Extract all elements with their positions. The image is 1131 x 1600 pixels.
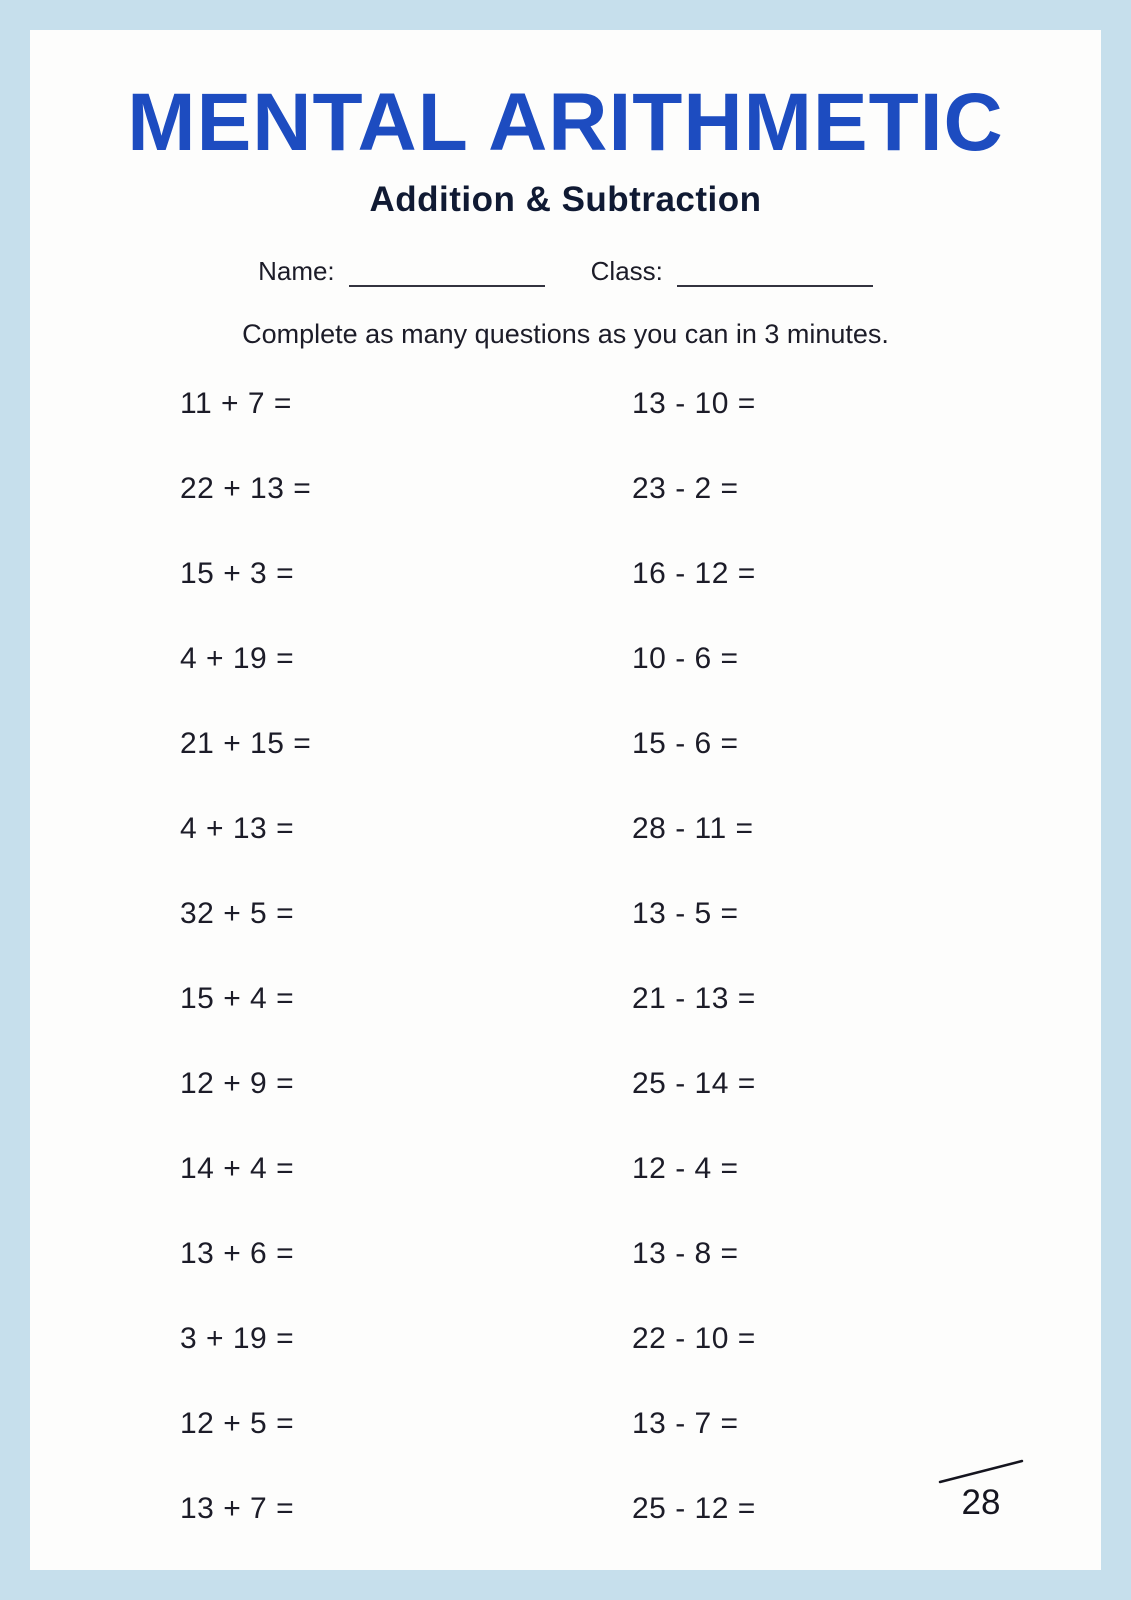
problem-right-1: 13 - 10 = <box>632 387 756 420</box>
subtraction-column <box>632 386 756 1526</box>
class-label: Class: <box>590 256 663 286</box>
problem-left-2: 22 + 13 = <box>180 472 312 505</box>
problem-left-3: 15 + 3 = <box>180 557 295 590</box>
problem-left-14: 13 + 7 = <box>180 1492 295 1525</box>
instruction-text: Complete as many questions as you can in 3 minutes. <box>242 319 889 349</box>
problem-right-14: 25 - 12 = <box>632 1492 756 1525</box>
page-number-block <box>931 1458 1031 1523</box>
page-subtitle: Addition & Subtraction <box>369 180 762 219</box>
problem-right-4: 10 - 6 = <box>632 642 739 675</box>
problem-right-3: 16 - 12 = <box>632 557 756 590</box>
diagonal-line-decoration <box>938 1458 1024 1484</box>
problem-right-8: 21 - 13 = <box>632 982 756 1015</box>
problem-right-6: 28 - 11 = <box>632 812 754 845</box>
problem-left-8: 15 + 4 = <box>180 982 295 1015</box>
problem-left-12: 3 + 19 = <box>180 1322 295 1355</box>
problem-right-11: 13 - 8 = <box>632 1237 739 1270</box>
problem-left-6: 4 + 13 = <box>180 812 295 845</box>
problem-right-9: 25 - 14 = <box>632 1067 756 1100</box>
problem-left-13: 12 + 5 = <box>180 1407 295 1440</box>
problem-right-7: 13 - 5 = <box>632 897 739 930</box>
problem-right-2: 23 - 2 = <box>632 472 739 505</box>
problem-right-13: 13 - 7 = <box>632 1407 739 1440</box>
problems-grid <box>30 386 1101 1526</box>
problem-left-5: 21 + 15 = <box>180 727 312 760</box>
problem-left-7: 32 + 5 = <box>180 897 295 930</box>
problem-right-12: 22 - 10 = <box>632 1322 756 1355</box>
worksheet-content <box>30 30 1101 1570</box>
addition-column <box>180 386 632 1526</box>
problem-left-10: 14 + 4 = <box>180 1152 295 1185</box>
class-blank-line <box>677 259 873 287</box>
page-number: 28 <box>961 1482 1001 1522</box>
page-title: MENTAL ARITHMETIC <box>127 77 1004 168</box>
problem-right-5: 15 - 6 = <box>632 727 739 760</box>
name-class-row <box>30 256 1101 287</box>
name-label: Name: <box>258 256 335 286</box>
name-blank-line <box>349 259 545 287</box>
problem-left-4: 4 + 19 = <box>180 642 295 675</box>
problem-left-9: 12 + 9 = <box>180 1067 295 1100</box>
problem-right-10: 12 - 4 = <box>632 1152 739 1185</box>
problem-left-11: 13 + 6 = <box>180 1237 295 1270</box>
problem-left-1: 11 + 7 = <box>180 387 292 420</box>
